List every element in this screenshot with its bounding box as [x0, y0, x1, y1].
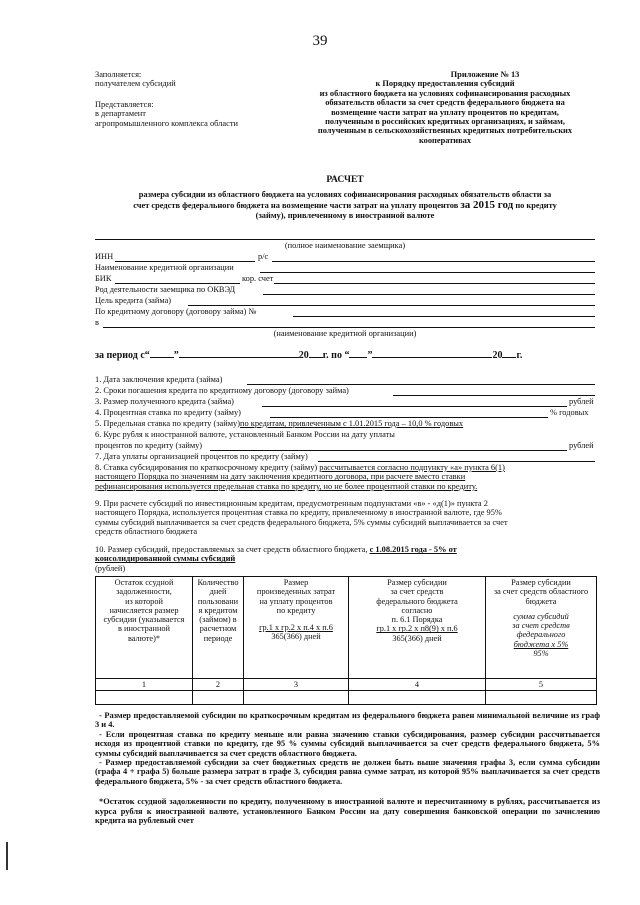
- appendix-line: обязательств области за счет средств федерального бюджета на: [325, 98, 565, 108]
- appendix-line: полученным в российских кредитных организациях, и займам,: [325, 117, 565, 127]
- item-7-field[interactable]: [318, 461, 595, 462]
- col-1-header: [96, 577, 193, 679]
- item-7: 7. Дата уплаты организацией процентов по кредиту (займу): [95, 452, 308, 461]
- item-9-line-2: настоящего Порядка, используется процентная ставка по кредиту, привлеченному в иностранной валюте, где 95%: [95, 508, 502, 518]
- col-3-text: произведенных затрат: [256, 587, 336, 597]
- col-1-text: задолженности,: [116, 587, 172, 597]
- item-9: [95, 499, 597, 537]
- appendix-line: из областного бюджета на условиях софинансирования расходных: [319, 88, 571, 98]
- item-4-field[interactable]: [270, 417, 548, 418]
- item-9-line-3: суммы субсидий выплачивается за счет средств федерального бюджета, 5% суммы субсидий выплачивается за счет: [95, 517, 508, 527]
- item-8-text: 8. Ставка субсидирования по краткосрочному кредиту (займу): [95, 463, 318, 472]
- item-8: [95, 463, 597, 491]
- col-1-text: валюте)*: [127, 633, 160, 643]
- item-6-line-1: 6. Курс рубля к иностранной валюте, установленный Банком России на дату уплаты: [95, 430, 395, 439]
- bank-field[interactable]: [260, 272, 595, 273]
- appendix-title: Приложение № 13: [450, 70, 520, 79]
- item-9-line-1: 9. При расчете субсидий по инвестиционным кредитам, предусмотренным подпунктами «в» - «д(1)» пункта 2: [95, 499, 488, 508]
- calculation-table: [95, 576, 597, 705]
- item-10-value: с 1.08.2015 года - 5% от: [369, 545, 457, 554]
- col-2-header: [193, 577, 244, 679]
- period-year-to: 20: [492, 350, 503, 361]
- title-heading: РАСЧЕТ: [326, 175, 364, 185]
- inn-label: ИНН: [95, 252, 114, 261]
- col-number: 2: [193, 679, 244, 691]
- period-line: [95, 350, 615, 361]
- contract-no: №: [248, 307, 257, 316]
- col-number: 4: [349, 679, 486, 691]
- appendix-block: [285, 70, 605, 145]
- table-cell[interactable]: [193, 691, 244, 705]
- bank-label: Наименование кредитной организации: [95, 263, 234, 272]
- note-3: - Размер предоставляемой субсидии за счет бюджетных средств не должен быть выше значения графы 3, если сумма субсидии (графа 4 + графа 5) больше размера затрат в графе 3, субсидия равна сумме затрат, из которой 95% выплачивается за счет средств федерального бюджета, 5% - за счет средств областного бюджета.: [95, 758, 600, 786]
- col-4-formula: гр.1 х гр.2 х п8(9) х п.6: [376, 624, 458, 634]
- table-cell[interactable]: [349, 691, 486, 705]
- item-3: 3. Размер полученного кредита (займа): [95, 397, 234, 406]
- col-5-text: бюджета: [525, 596, 557, 606]
- col-2-text: расчетном: [199, 624, 237, 634]
- title-line-2: [80, 199, 610, 211]
- period-year-from: 20: [298, 350, 309, 361]
- org-field[interactable]: [103, 327, 595, 328]
- contract-field[interactable]: [293, 316, 595, 317]
- col-1-text: в иностранной: [118, 624, 170, 634]
- col-number: 5: [486, 679, 597, 691]
- contract-label: [95, 307, 256, 316]
- item-4: 4. Процентная ставка по кредиту (займу): [95, 408, 241, 417]
- col-4-text: согласно: [401, 605, 433, 615]
- col-1-text: начисляется размер: [109, 605, 179, 615]
- col-2-text: Количество: [197, 578, 239, 587]
- note-4: *Остаток ссудной задолженности по кредиту, полученному в иностранной валюте и пересчитанному в рублях, рассчитывается из курса рубля к иностранной валюте, установленного Банком России на дату совершения банковской операции по зачислению кредита на рублевый счет: [95, 797, 600, 826]
- appendix-line: кооперативах: [418, 135, 472, 145]
- table-cell[interactable]: [486, 691, 597, 705]
- title-line-2-text: счет средств федерального бюджета на возмещение части затрат на уплату процентов: [133, 201, 459, 211]
- item-10-line-2: консолидированной суммы субсидий: [95, 554, 236, 564]
- table-cell[interactable]: [244, 691, 349, 705]
- col-3-days: 365(366) дней: [271, 632, 321, 642]
- col-4-header: [349, 577, 486, 679]
- period-day-from[interactable]: [150, 357, 174, 358]
- unit-note: (рублей): [95, 563, 126, 573]
- title-year: за 2015 год: [460, 199, 514, 212]
- period-quote-2: ”: [367, 350, 373, 361]
- col-3-formula: гр.1 х гр.2 х п.4 х п.6: [259, 623, 333, 633]
- item-5: [95, 419, 463, 428]
- col-4-days: 365(366) дней: [392, 633, 442, 643]
- submitted-label: Представляется:: [95, 99, 154, 109]
- item-9-line-4: средств областного бюджета: [95, 527, 198, 537]
- col-5-header: [486, 577, 597, 679]
- table-row[interactable]: [96, 691, 597, 705]
- submitted-to: в департамент: [95, 109, 146, 119]
- purpose-field[interactable]: [188, 305, 595, 306]
- notes-block: [95, 711, 600, 825]
- item-1: 1. Дата заключения кредита (займа): [95, 375, 223, 384]
- note-1: - Размер предоставляемой субсидии по краткосрочным кредитам из федерального бюджета равен минимальной величине из граф 3 и 4.: [95, 711, 600, 730]
- document-title: [80, 175, 610, 221]
- col-2-text: дней: [209, 587, 227, 597]
- col-4-text: за счет средств: [390, 587, 444, 597]
- okved-label: Род деятельности заемщика по ОКВЭД: [95, 285, 236, 294]
- scan-margin-mark: [6, 842, 8, 870]
- item-3-field[interactable]: [262, 406, 567, 407]
- item-10-line-1: [95, 545, 597, 554]
- period-year-from-field[interactable]: [309, 357, 323, 358]
- corr-field[interactable]: [274, 283, 595, 284]
- purpose-label: Цель кредита (займа): [95, 296, 172, 305]
- contract-label-text: По кредитному договору (договору займа): [95, 307, 247, 316]
- item-8-line-3: рефинансирования используется предельная ставка по кредиту, но не более процентной ставки по кредиту.: [95, 481, 478, 491]
- period-end: г.: [516, 350, 523, 361]
- period-from-label: за период с“: [95, 350, 150, 361]
- period-day-to[interactable]: [349, 357, 367, 358]
- bik-label: БИК: [95, 274, 112, 283]
- item-6-unit: рублей: [569, 441, 594, 450]
- period-year-to-field[interactable]: [502, 357, 516, 358]
- period-month-from[interactable]: [179, 357, 299, 358]
- title-line-2-end: по кредиту: [515, 201, 557, 211]
- borrower-name-caption: (полное наименование заемщика): [284, 241, 406, 250]
- item-5-text: 5. Предельная ставка по кредиту (займу): [95, 419, 241, 428]
- filled-by-value: получателем субсидий: [95, 79, 176, 89]
- item-6-field[interactable]: [210, 450, 567, 451]
- appendix-line: полученным в сельскохозяйственных кредитных потребительских: [317, 126, 573, 136]
- col-3-text: на уплату процентов: [259, 596, 333, 606]
- submitted-dept: агропромышленного комплекса области: [95, 118, 238, 128]
- col-3-text: по кредиту: [276, 605, 316, 615]
- col-5-text: Размер субсидии: [511, 578, 571, 587]
- item-8-ref: рассчитывается согласно подпункту «а» пункта 6(1): [319, 463, 505, 472]
- col-2-text: (займом) в: [199, 615, 237, 625]
- item-2: 2. Сроки погашения кредита по кредитному договору (договору займа): [95, 386, 349, 395]
- col-2-text: пользовани: [197, 596, 239, 606]
- item-10-text: 10. Размер субсидий, предоставляемых за счет средств областного бюджета,: [95, 545, 368, 554]
- col-1-text: из которой: [125, 596, 163, 606]
- col-2-text: периоде: [203, 633, 233, 643]
- title-line-3: (займу), привлеченному в иностранной валюте: [255, 211, 435, 221]
- item-10: [95, 545, 597, 573]
- inn-field[interactable]: [115, 261, 255, 262]
- item-8-line-2: настоящего Порядка по значениям на дату заключения кредитного договора, при расчете вместо ставки: [95, 472, 466, 482]
- item-2-field[interactable]: [393, 395, 595, 396]
- bik-field[interactable]: [115, 283, 240, 284]
- col-3-header: [244, 577, 349, 679]
- col-4-text: п. 6.1 Порядка: [391, 615, 443, 625]
- item-5-value: по кредитам, привлеченным с 1.01.2015 года – 10,0 % годовых: [240, 419, 464, 428]
- note-2: - Если процентная ставка по кредиту меньше или равна значению ставки субсидирования, размер субсидии рассчитывается исходя из процентной ставки по кредиту, где 95 % суммы субсидий выплачивается за счет средств федерального бюджета, 5% суммы субсидий выплачивается за счет средств областного бюджета.: [95, 729, 600, 758]
- appendix-line: возмещение части затрат на уплату процентов по кредитам,: [331, 107, 559, 117]
- org-caption: (наименование кредитной организации): [273, 329, 417, 338]
- table-cell[interactable]: [96, 691, 193, 705]
- item-6-line-2: процентов по кредиту (займу): [95, 441, 203, 450]
- col-5-italic: сумма субсидий: [513, 611, 569, 621]
- corr-label: кор. счет: [242, 274, 274, 283]
- account-label: р/с: [258, 252, 269, 261]
- item-4-unit: % годовых: [550, 408, 589, 417]
- table-header-row: [96, 577, 597, 679]
- col-number: 1: [96, 679, 193, 691]
- appendix-line: к Порядку предоставления субсидий: [375, 79, 515, 89]
- period-to-label: г. по “: [322, 350, 350, 361]
- col-5-text: за счет средств областного: [493, 587, 589, 597]
- table-number-row: [96, 679, 597, 691]
- col-4-text: федерального бюджета: [376, 596, 458, 606]
- in-label: в: [95, 318, 99, 327]
- col-2-text: я кредитом: [198, 605, 238, 615]
- col-3-text: Размер: [283, 578, 309, 587]
- okved-field[interactable]: [263, 294, 595, 295]
- item-1-field[interactable]: [247, 384, 595, 385]
- col-5-italic: за счет средств федерального: [512, 621, 570, 640]
- period-month-to[interactable]: [372, 357, 492, 358]
- col-1-text: субсидии (указывается: [103, 615, 185, 625]
- account-field[interactable]: [272, 261, 595, 262]
- item-3-unit: рублей: [569, 397, 594, 406]
- header-left: [95, 70, 295, 128]
- page-number: 39: [312, 33, 328, 49]
- title-line-1: размера субсидии из областного бюджета на условиях софинансирования расходных обязательств области за: [138, 189, 552, 199]
- item-8-line-1: [95, 463, 597, 472]
- col-number: 3: [244, 679, 349, 691]
- filled-by-label: Заполняется:: [95, 70, 142, 79]
- col-1-text: Остаток ссудной: [114, 578, 174, 587]
- col-5-italic: бюджета х 5%: [513, 639, 569, 649]
- col-4-text: Размер субсидии: [387, 578, 447, 587]
- period-quote: ”: [173, 350, 179, 361]
- col-5-italic: 95%: [533, 648, 549, 658]
- borrower-name-line[interactable]: [95, 239, 595, 240]
